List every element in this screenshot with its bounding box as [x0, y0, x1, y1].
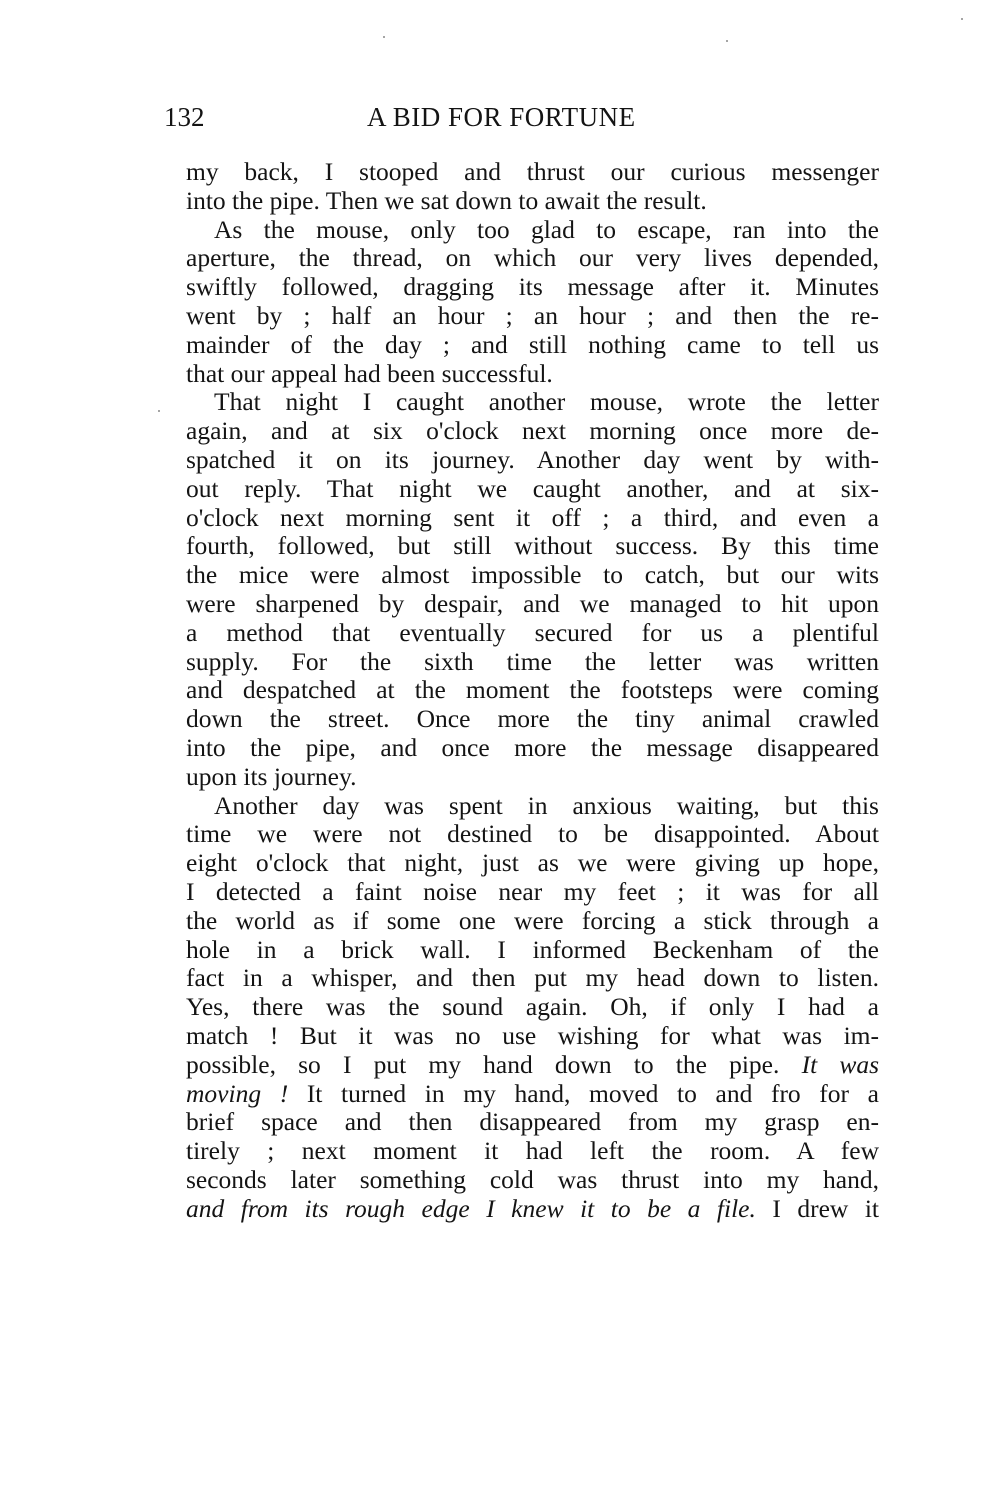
text-line: fourth, followed, but still without success. By this time [186, 531, 879, 561]
text-line: went by ; half an hour ; an hour ; and then the re- [186, 300, 879, 330]
text-line: upon its journey. [186, 761, 357, 791]
text-line: that our appeal had been successful. [186, 358, 553, 388]
text-line: and despatched at the moment the footsteps were coming [186, 675, 879, 705]
body-text [186, 158, 879, 1223]
text-line: As the mouse, only too glad to escape, ran into the [214, 214, 879, 244]
scan-speck [383, 36, 385, 38]
running-title: A BID FOR FORTUNE [367, 102, 636, 132]
text-line: into the pipe. Then we sat down to await the result. [186, 185, 707, 215]
text-line: match ! But it was no use wishing for what was im- [186, 1020, 879, 1050]
paragraph [186, 216, 879, 389]
text-line: time we were not destined to be disappointed. About [186, 819, 879, 849]
text-line: into the pipe, and once more the message disappeared [186, 732, 879, 762]
text-line [186, 1080, 879, 1109]
paragraph [186, 792, 879, 1224]
scan-speck [726, 40, 728, 42]
italic-segment: and from its rough edge I knew it to be a file. [186, 1193, 756, 1223]
text-line: fact in a whisper, and then put my head down to listen. [186, 963, 879, 993]
text-line: I detected a faint noise near my feet ; it was for all [186, 876, 879, 906]
scan-speck [961, 18, 963, 20]
italic-segment: It was [801, 1049, 880, 1079]
text-line: brief space and then disappeared from my grasp en- [186, 1107, 879, 1137]
text-segment: I drew it [772, 1193, 880, 1223]
scan-speck [158, 410, 160, 412]
text-line: seconds later something cold was thrust into my hand, [186, 1164, 879, 1194]
text-line: the mice were almost impossible to catch, but our wits [186, 560, 879, 590]
text-line: down the street. Once more the tiny animal crawled [186, 704, 879, 734]
text-line: swiftly followed, dragging its message after it. Minutes [186, 272, 879, 302]
text-line: Yes, there was the sound again. Oh, if only I had a [186, 992, 879, 1022]
text-line: aperture, the thread, on which our very lives depended, [186, 243, 879, 273]
text-line: a method that eventually secured for us a plentiful [186, 617, 879, 647]
paragraph [186, 388, 879, 791]
text-line [186, 1051, 879, 1080]
page-header [150, 98, 878, 134]
text-line: That night I caught another mouse, wrote the letter [214, 387, 879, 417]
text-line: out reply. That night we caught another, and at six- [186, 473, 879, 503]
paragraph [186, 158, 879, 216]
text-line: mainder of the day ; and still nothing came to tell us [186, 329, 879, 359]
page-number: 132 [164, 102, 205, 132]
text-segment: possible, so I put my hand down to the pipe. [186, 1049, 780, 1079]
italic-segment: moving ! [186, 1078, 289, 1108]
text-line: hole in a brick wall. I informed Beckenham of the [186, 934, 879, 964]
text-line: eight o'clock that night, just as we were giving up hope, [186, 848, 879, 878]
text-line: Another day was spent in anxious waiting, but this [214, 790, 879, 820]
text-line: my back, I stooped and thrust our curious messenger [186, 157, 879, 186]
text-line: tirely ; next moment it had left the room. A few [186, 1136, 879, 1166]
text-line: again, and at six o'clock next morning once more de- [186, 416, 879, 446]
text-segment: It turned in my hand, moved to and fro for a [306, 1078, 879, 1108]
text-line: supply. For the sixth time the letter was written [186, 646, 879, 676]
text-line: o'clock next morning sent it off ; a third, and even a [186, 502, 879, 532]
text-line [186, 1195, 879, 1224]
text-line: the world as if some one were forcing a stick through a [186, 905, 879, 935]
text-line: were sharpened by despair, and we managed to hit upon [186, 588, 879, 618]
text-line: spatched it on its journey. Another day went by with- [186, 444, 879, 474]
